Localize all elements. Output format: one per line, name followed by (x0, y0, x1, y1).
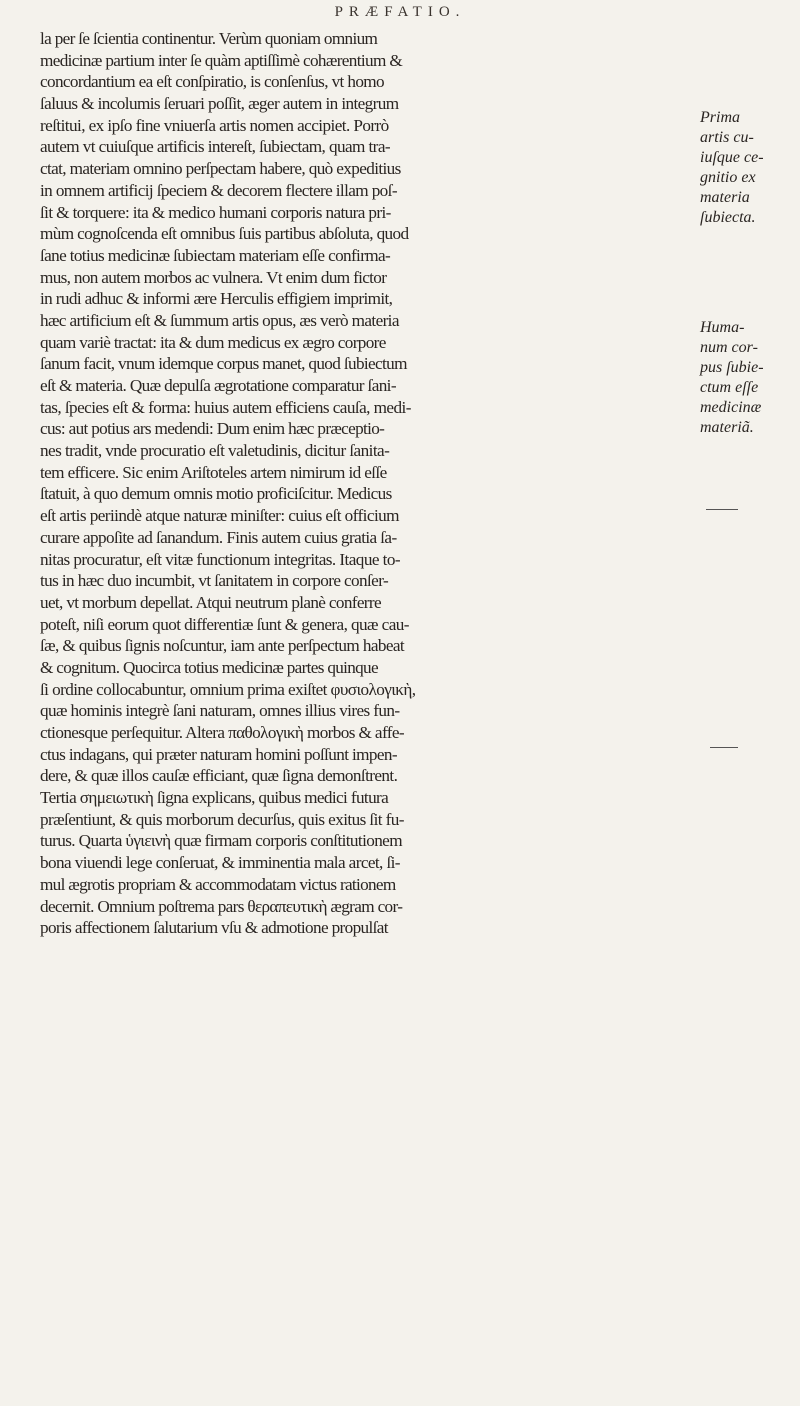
margin-rule (710, 747, 738, 748)
running-header: PRÆFATIO. (334, 4, 466, 20)
margin-note-line: materiã. (700, 419, 754, 436)
text-line: ctat, materiam omnino perſpectam habere, quò expeditius (40, 159, 401, 179)
text-line: tus in hæc duo incumbit, vt ſanitatem in corpore conſer- (40, 571, 389, 591)
text-line: tas, ſpecies eſt & forma: huius autem efficiens cauſa, medi- (40, 397, 411, 417)
text-line: dere, & quæ illos cauſæ efficiant, quæ ſigna demonſtrent. (40, 766, 398, 786)
margin-note-humanum (700, 318, 800, 438)
text-line: poteſt, niſi eorum quot differentiæ ſunt & genera, quæ cau- (40, 614, 409, 634)
text-line: mùm cognoſcenda eſt omnibus ſuis partibus abſoluta, quod (40, 224, 409, 244)
text-line: in rudi adhuc & informi ære Herculis effigiem imprimit, (40, 289, 393, 309)
text-line: in omnem artificij ſpeciem & decorem flectere illam poſ- (40, 180, 397, 200)
text-line: bona viuendi lege conſeruat, & imminentia mala arcet, ſi- (40, 853, 400, 873)
main-text-block (40, 28, 740, 939)
margin-note-prima (700, 108, 800, 228)
margin-note-line: pus ſubie- (700, 359, 764, 376)
text-line: mus, non autem morbos ac vulnera. Vt enim dum fictor (40, 267, 387, 287)
text-line: quæ hominis integrè ſani naturam, omnes illius vires fun- (40, 701, 400, 721)
text-line: reſtitui, ex ipſo fine vniuerſa artis nomen accipiet. Porrò (40, 115, 389, 135)
margin-rule (706, 509, 738, 510)
text-line: ſane totius medicinæ ſubiectam materiam eſſe confirma- (40, 245, 391, 265)
text-line: ſi ordine collocabuntur, omnium prima exiſtet φυσιολογικὴ, (40, 679, 416, 699)
text-line: poris affectionem ſalutarium vſu & admotione propulſat (40, 918, 388, 938)
margin-note-line: iuſque ce- (700, 149, 764, 166)
text-line: & cognitum. Quocirca totius medicinæ partes quinque (40, 657, 378, 677)
text-line: ſæ, & quibus ſignis noſcuntur, iam ante perſpectum habeat (40, 636, 405, 656)
text-line: uet, vt morbum depellat. Atqui neutrum planè conferre (40, 592, 381, 612)
text-line: curare appoſite ad ſanandum. Finis autem cuius gratia ſa- (40, 527, 397, 547)
text-line: ctus indagans, qui præter naturam homini poſſunt impen- (40, 744, 397, 764)
text-line: mul ægrotis propriam & accommodatam victus rationem (40, 874, 396, 894)
text-line: autem vt cuiuſque artificis intereſt, ſubiectam, quam tra- (40, 137, 390, 157)
margin-note-line: medicinæ (700, 399, 762, 416)
text-line: nitas procuratur, eſt vitæ functionum integritas. Itaque to- (40, 549, 401, 569)
text-line: decernit. Omnium poſtrema pars θεραπευτικὴ ægram cor- (40, 896, 403, 916)
text-line: medicinæ partium inter ſe quàm aptiſſimè cohærentium & (40, 50, 403, 70)
text-line: ſtatuit, à quo demum omnis motio proficiſcitur. Medicus (40, 484, 392, 504)
margin-note-line: num cor- (700, 339, 758, 356)
text-line: eſt & materia. Quæ depulſa ægrotatione comparatur ſani- (40, 376, 396, 395)
text-line: eſt artis periindè atque naturæ miniſter: cuius eſt officium (40, 506, 399, 526)
text-line: ſanum facit, vnum idemque corpus manet, quod ſubiectum (40, 354, 407, 374)
margin-note-line: materia (700, 189, 750, 206)
text-line: ſaluus & incolumis ſeruari poſſit, æger autem in integrum (40, 94, 399, 114)
text-line: Tertia σημειωτικὴ ſigna explicans, quibus medici futura (40, 788, 389, 808)
margin-note-line: gnitio ex (700, 169, 756, 186)
text-line: la per ſe ſcientia continentur. Verùm quoniam omnium (40, 29, 378, 48)
text-line: nes tradit, vnde procuratio eſt valetudinis, dicitur ſanita- (40, 441, 390, 461)
text-line: tem efficere. Sic enim Ariſtoteles artem nimirum id eſſe (40, 462, 387, 482)
text-line: quam variè tractat: ita & dum medicus ex ægro corpore (40, 332, 386, 352)
text-line: præſentiunt, & quis morborum decurſus, quis exitus ſit fu- (40, 809, 404, 829)
text-line: ctionesque perſequitur. Altera παθολογικὴ morbos & affe- (40, 723, 404, 742)
margin-note-line: artis cu- (700, 129, 754, 146)
text-line: hæc artificium eſt & ſummum artis opus, æs verò materia (40, 310, 399, 330)
margin-note-line: Prima (700, 109, 740, 126)
text-line: ſit & torquere: ita & medico humani corporis natura pri- (40, 202, 391, 222)
margin-note-line: ſubiecta. (700, 209, 756, 226)
margin-note-line: Huma- (700, 319, 745, 336)
text-line: concordantium ea eſt conſpiratio, is conſenſus, vt homo (40, 72, 385, 92)
margin-note-line: ctum eſſe (700, 379, 759, 396)
text-line: cus: aut potius ars medendi: Dum enim hæc præceptio- (40, 419, 385, 439)
text-line: turus. Quarta ὑγιεινὴ quæ firmam corporis conſtitutionem (40, 831, 402, 851)
